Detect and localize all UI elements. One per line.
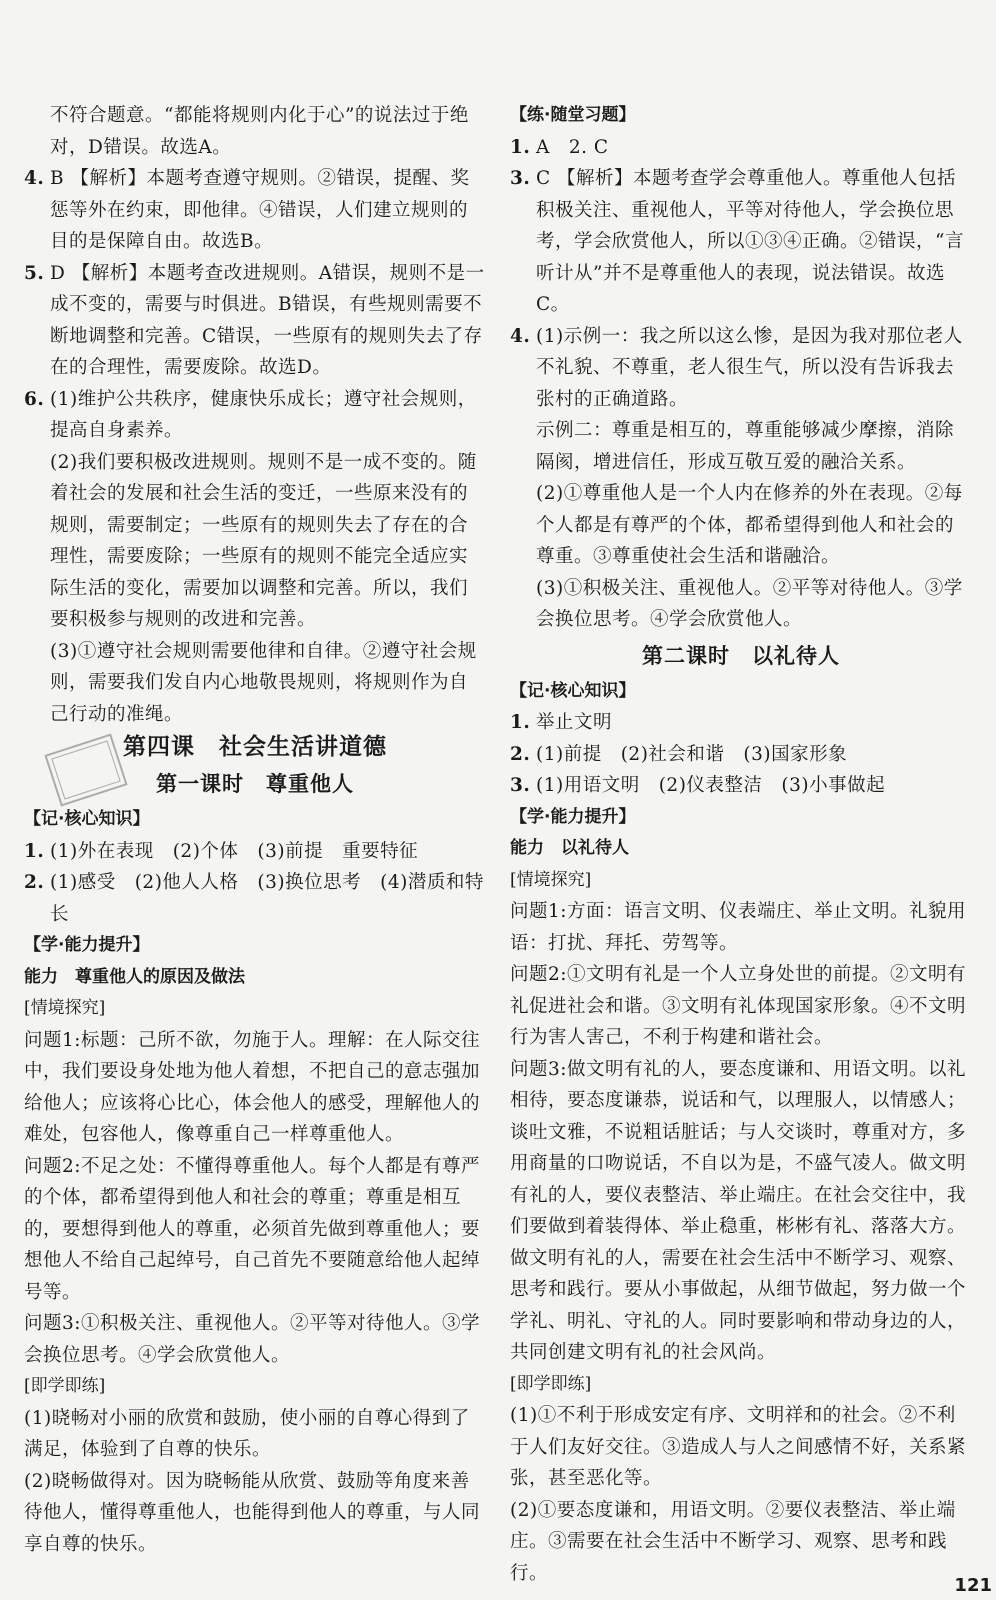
- answer-number: 4.: [510, 325, 531, 347]
- ability-title: 能力 以礼待人: [510, 838, 629, 858]
- answer-6-part-3: (3)①遵守社会规则需要他律和自律。②遵守社会规则，需要我们发自内心地敬畏规则，将规则作为自己行动的准绳。: [50, 640, 477, 725]
- answer-text: C 【解析】本题考查学会尊重他人。尊重他人包括积极关注、重视他人，平等对待他人，学会换位思考，学会欣赏他人，所以①③④正确。②错误，“言听计从”并不是尊重他人的表现，说法错误。故选C。: [536, 168, 964, 315]
- scene-question-2: 问题2:不足之处：不懂得尊重他人。每个人都是有尊严的个体，都希望得到他人和社会的尊重；尊重是相互的，要想得到他人的尊重，必须首先做到尊重他人；要想他人不给自己起绰号，自己首先不要随意给他人起绰号等。: [24, 1155, 481, 1303]
- scene-question-1: 问题1:标题：己所不欲，勿施于人。理解：在人际交往中，我们要设身处地为他人着想，不把自己的意志强加给他人；应该将心比心，体会他人的感受，理解他人的难处，包容他人，像尊重自己一样尊重他人。: [24, 1029, 481, 1145]
- item-number: 1.: [24, 840, 45, 862]
- item-text: (1)用语文明 (2)仪表整洁 (3)小事做起: [536, 775, 886, 796]
- period-title: 第二课时 以礼待人: [642, 643, 840, 668]
- practice-1: (1)①不利于形成安定有序、文明祥和的社会。②不利于人们友好交往。③造成人与人之间感情不好，关系紧张，甚至恶化等。: [510, 1405, 967, 1489]
- answer-4-example-2: 示例二：尊重是相互的，尊重能够减少摩擦，消除隔阂，增进信任，形成互敬互爱的融洽关系。: [536, 420, 955, 473]
- lesson-title: 第四课 社会生活讲道德: [123, 734, 387, 760]
- answer-6-part-2: (2)我们要积极改进规则。规则不是一成不变的。随着社会的发展和社会生活的变迁，一些原来没有的规则，需要制定；一些原有的规则失去了存在的合理性，需要废除；一些原有的规则不能完全适应实际生活的变化，需要加以调整和完善。所以，我们要积极参与规则的改进和完善。: [50, 451, 477, 630]
- practice-2: (2)①要态度谦和，用语文明。②要仪表整洁、举止端庄。③需要在社会生活中不断学习、观察、思考和践行。: [510, 1499, 956, 1584]
- section-header-learn: 【学·能力提升】: [24, 935, 150, 955]
- item-text: (1)感受 (2)他人人格 (3)换位思考 (4)潜质和特长: [50, 872, 484, 925]
- answer-continuation: 不符合题意。“都能将规则内化于心”的说法过于绝对，D错误。故选A。: [50, 105, 469, 158]
- section-header-practice: 【练·随堂习题】: [510, 105, 636, 125]
- knowledge-1: [510, 707, 972, 739]
- knowledge-2: [510, 739, 972, 771]
- scene-header: [情境探究]: [24, 998, 106, 1018]
- item-text: (1)前提 (2)社会和谐 (3)国家形象: [536, 743, 848, 765]
- knowledge-1: [24, 836, 486, 868]
- answer-number: 4.: [24, 168, 45, 189]
- page-number: 121: [954, 1575, 992, 1596]
- item-text: (1)外在表现 (2)个体 (3)前提 重要特征: [50, 840, 419, 862]
- knowledge-3: [510, 770, 972, 802]
- answer-1-2: [510, 132, 972, 164]
- answer-4-part-3: (3)①积极关注、重视他人。②平等对待他人。③学会换位思考。④学会欣赏他人。: [536, 577, 963, 630]
- scene-question-3: 问题3:①积极关注、重视他人。②平等对待他人。③学会换位思考。④学会欣赏他人。: [24, 1313, 481, 1366]
- answer-4: [24, 163, 486, 258]
- item-number: 2.: [510, 743, 531, 765]
- scene-header: [情境探究]: [510, 869, 592, 890]
- period-title: 第一课时 尊重他人: [156, 772, 354, 796]
- answer-number: 6.: [24, 388, 45, 410]
- answer-4: [510, 321, 972, 416]
- item-text: 举止文明: [536, 712, 613, 733]
- section-header-memorize: 【记·核心知识】: [510, 680, 636, 701]
- scene-question-1: 问题1:方面：语言文明、仪表端庄、举止文明。礼貌用语：打扰、拜托、劳驾等。: [510, 901, 967, 954]
- answer-text: (1)维护公共秩序，健康快乐成长；遵守社会规则，提高自身素养。: [50, 388, 477, 441]
- item-number: 2.: [24, 872, 45, 893]
- answer-text: D 【解析】本题考查改进规则。A错误，规则不是一成不变的，需要与时俱进。B错误，有些规则需要不断地调整和完善。C错误，一些原有的规则失去了存在的合理性，需要废除。故选D。: [50, 262, 485, 378]
- answer-number: 5.: [24, 262, 45, 284]
- practice-1: (1)晓畅对小丽的欣赏和鼓励，使小丽的自尊心得到了满足，体验到了自尊的快乐。: [24, 1407, 470, 1460]
- knowledge-2: [24, 867, 486, 930]
- practice-2: (2)晓畅做得对。因为晓畅能从欣赏、鼓励等角度来善待他人，懂得尊重他人，也能得到他人的尊重，与人同享自尊的快乐。: [24, 1470, 481, 1555]
- scene-question-2: 问题2:①文明有礼是一个人立身处世的前提。②文明有礼促进社会和谐。③文明有礼体现国家形象。④不文明行为害人害己，不利于构建和谐社会。: [510, 964, 967, 1048]
- answer-number: 1.: [510, 136, 531, 158]
- left-column: [24, 100, 486, 1560]
- answer-3: [510, 163, 972, 321]
- answer-4-part-2: (2)①尊重他人是一个人内在修养的外在表现。②每个人都是有尊严的个体，都希望得到他人和社会的尊重。③尊重使社会生活和谐融洽。: [536, 483, 963, 567]
- section-header-memorize: 【记·核心知识】: [24, 809, 150, 829]
- right-column: [510, 100, 972, 1589]
- item-number: 1.: [510, 712, 531, 733]
- ability-title: 能力 尊重他人的原因及做法: [24, 966, 245, 987]
- scene-question-3: 问题3:做文明有礼的人，要态度谦和、用语文明。以礼相待，要态度谦恭，说话和气，以理服人，以情感人；谈吐文雅，不说粗话脏话；与人交谈时，尊重对方，多用商量的口吻说话，不自以为是，不盛气凌人。做文明有礼的人，要仪表整洁、举止端庄。在社会交往中，我们要做到着装得体、举止稳重，彬彬有礼、落落大方。做文明有礼的人，需要在社会生活中不断学习、观察、思考和践行。要从小事做起，从细节做起，努力做一个学礼、明礼、守礼的人。同时要影响和带动身边的人，共同创建文明有礼的社会风尚。: [510, 1058, 967, 1363]
- answer-6: [24, 384, 486, 447]
- answer-5: [24, 258, 486, 384]
- answer-number: 3.: [510, 168, 531, 189]
- item-number: 3.: [510, 775, 531, 796]
- section-header-learn: 【学·能力提升】: [510, 806, 636, 827]
- answer-text: B 【解析】本题考查遵守规则。②错误，提醒、奖惩等外在约束，即他律。④错误，人们建立规则的目的是保障自由。故选B。: [50, 168, 470, 252]
- practice-header: [即学即练]: [510, 1373, 592, 1394]
- answer-text: A 2. C: [536, 136, 609, 158]
- practice-header: [即学即练]: [24, 1376, 106, 1396]
- watermark-stamp-icon: [38, 722, 134, 818]
- answer-text: (1)示例一：我之所以这么惨，是因为我对那位老人不礼貌、不尊重，老人很生气，所以没有告诉我去张村的正确道路。: [536, 325, 963, 410]
